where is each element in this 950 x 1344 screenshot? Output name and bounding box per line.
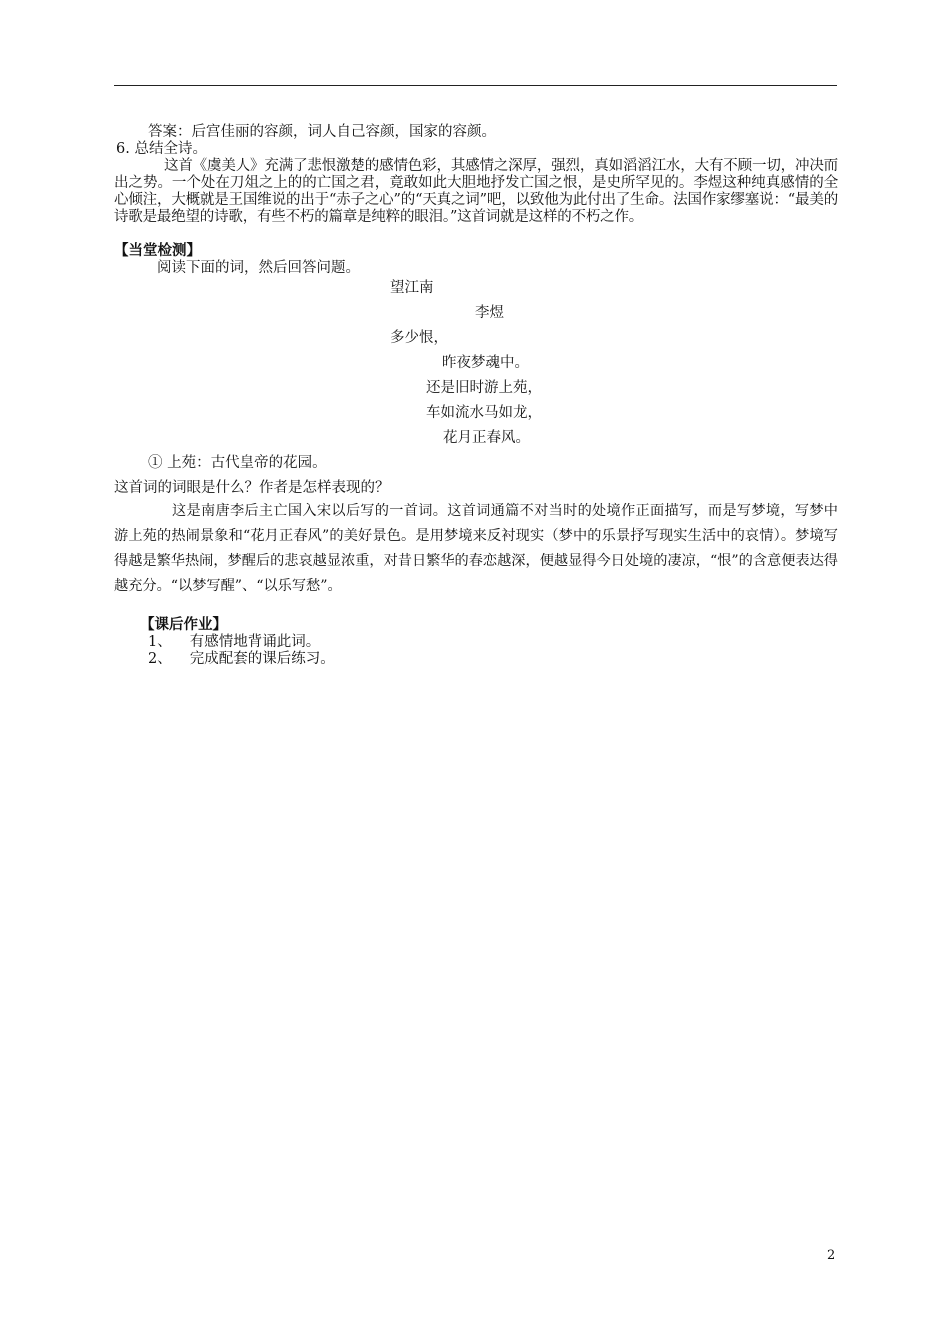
answer-line: 答案：后宫佳丽的容颜，词人自己容颜，国家的容颜。 <box>148 124 496 140</box>
header-rule <box>114 85 837 86</box>
homework-item <box>148 633 320 651</box>
question: 这首词的词眼是什么？作者是怎样表现的？ <box>114 480 390 496</box>
instruction: 阅读下面的词，然后回答问题。 <box>157 260 360 276</box>
poem-line: 昨夜梦魂中。 <box>442 355 529 371</box>
homework-number: 2、 <box>148 651 172 667</box>
poem-title: 望江南 <box>390 280 434 296</box>
homework-item <box>148 650 335 668</box>
summary-paragraph: 这首《虞美人》充满了悲恨激楚的感情色彩，其感情之深厚，强烈，真如滔滔江水，大有不顾一切，冲决而出之势。一个处在刀俎之上的的亡国之君，竟敢如此大胆地抒发亡国之恨，是史所罕见的。李煜这种纯真感情的全心倾注，大概就是王国维说的出于“赤子之心”的“天真之词”吧，以致他为此付出了生命。法国作家缪塞说：“最美的诗歌是最绝望的诗歌，有些不朽的篇章是纯粹的眼泪。”这首词就是这样的不朽之作。 <box>114 158 838 225</box>
section-homework: 【课后作业】 <box>140 616 227 633</box>
homework-number: 1、 <box>148 634 172 650</box>
poem-line: 车如流水马如龙， <box>426 405 542 421</box>
poem-line: 还是旧时游上苑， <box>426 380 542 396</box>
answer-paragraph: 这是南唐李后主亡国入宋以后写的一首词。这首词通篇不对当时的处境作正面描写，而是写梦境，写梦中游上苑的热闹景象和“花月正春风”的美好景色。是用梦境来反衬现实（梦中的乐景抒写现实生活中的哀情）。梦境写得越是繁华热闹，梦醒后的悲哀越显浓重，对昔日繁华的春恋越深，便越显得今日处境的凄凉，“恨”的含意便表达得越充分。“以梦写醒”、“以乐写愁”。 <box>114 503 838 594</box>
poem-line: 多少恨， <box>390 330 448 346</box>
page-number: 2 <box>827 1248 836 1263</box>
footnote: ① 上苑：古代皇帝的花园。 <box>148 455 327 471</box>
poem-author: 李煜 <box>475 305 504 321</box>
homework-text: 有感情地背诵此词。 <box>189 634 321 650</box>
item-6-title: 6. 总结全诗。 <box>116 141 207 157</box>
poem-line: 花月正春风。 <box>443 430 530 446</box>
homework-text: 完成配套的课后练习。 <box>189 651 335 667</box>
section-classroom-check: 【当堂检测】 <box>114 242 201 259</box>
